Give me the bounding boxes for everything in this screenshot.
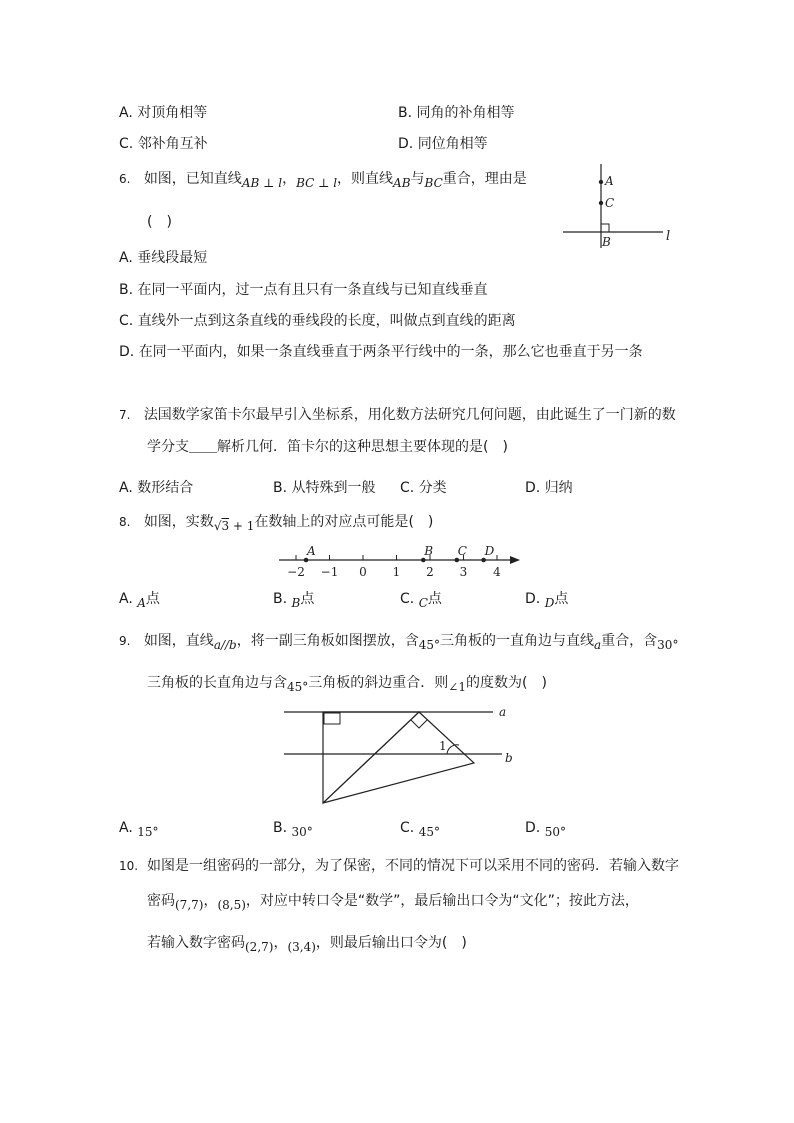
q7-option-c: C. 分类 — [400, 480, 447, 496]
q6-perpendicular-figure — [555, 158, 680, 253]
question-number: 6. — [119, 172, 131, 186]
q8-option-c: C. C点 — [400, 591, 442, 610]
label-c: C — [605, 196, 615, 210]
q9-stem-line2: 三角板的长直角边与含45°三角板的斜边重合．则∠1的度数为( ) — [147, 675, 547, 694]
q5-option-b: B. 同角的补角相等 — [398, 105, 515, 121]
tick-label: −1 — [320, 565, 339, 578]
q6-option-d: D. 在同一平面内，如果一条直线垂直于两条平行线中的一条，那么它也垂直于另一条 — [119, 344, 643, 360]
label-b: B — [602, 235, 611, 249]
q7-option-a: A. 数形结合 — [119, 480, 194, 496]
sqrt-expression: √3 + 1 — [213, 519, 255, 533]
triangle-30 — [323, 712, 474, 803]
point-a-dot — [599, 180, 603, 184]
label-angle-1: 1 — [439, 739, 447, 753]
point-b-dot — [421, 558, 426, 563]
q5-option-d: D. 同位角相等 — [398, 136, 488, 152]
point-c-dot — [599, 201, 603, 205]
point-b-label: B — [424, 544, 434, 558]
q9-option-c: C. 45° — [400, 820, 440, 839]
point-a-label: A — [307, 544, 316, 558]
point-d-dot — [481, 558, 486, 563]
q5-option-c: C. 邻补角互补 — [119, 136, 208, 152]
question-number: 10. — [119, 859, 139, 873]
tick-label: 2 — [426, 565, 434, 578]
point-c-dot — [455, 558, 460, 563]
q10-stem-line2: 密码(7,7)，(8,5)，对应中转口令是“数学”，最后输出口令为“文化”；按此方法， — [147, 893, 639, 912]
q7-stem-line2: 学分支＿＿解析几何．笛卡尔的这种思想主要体现的是( ) — [147, 439, 508, 455]
tick-label: −2 — [287, 565, 305, 578]
label-l: l — [666, 229, 671, 244]
q8-stem: 8. 如图，实数√3 + 1在数轴上的对应点可能是( ) — [119, 514, 434, 533]
label-a: a — [499, 705, 507, 719]
q8-option-a: A. A点 — [119, 591, 160, 610]
point-a-dot — [304, 558, 309, 563]
q9-option-a: A. 15° — [119, 820, 159, 839]
right-angle-mark — [324, 713, 340, 724]
question-number: 9. — [119, 634, 131, 648]
arrow-right-icon — [510, 556, 520, 564]
q9-stem-line1: 9. 如图，直线a//b，将一副三角板如图摆放，含45°三角板的一直角边与直线a重合，含30° — [119, 633, 679, 652]
right-angle-mark — [601, 224, 609, 232]
right-angle-mark — [411, 720, 427, 728]
point-c-label: C — [457, 544, 467, 558]
tick-label: 1 — [392, 565, 401, 578]
q6-option-b: B. 在同一平面内，过一点有且只有一条直线与已知直线垂直 — [119, 282, 488, 298]
tick-label: 0 — [359, 565, 367, 578]
q10-stem-line1: 10. 如图是一组密码的一部分，为了保密，不同的情况下可以采用不同的密码．若输入数字 — [119, 858, 679, 874]
q10-stem-line3: 若输入数字密码(2,7)，(3,4)，则最后输出口令为( ) — [147, 935, 467, 954]
q5-option-a: A. 对顶角相等 — [119, 105, 208, 121]
q9-option-b: B. 30° — [273, 820, 313, 839]
point-d-label: D — [484, 544, 495, 558]
q7-stem-line1: 7. 法国数学家笛卡尔最早引入坐标系，用化数方法研究几何问题，由此诞生了一门新的数 — [119, 407, 676, 423]
question-number: 8. — [119, 515, 131, 529]
q6-stem: 6. 如图，已知直线AB ⊥ l，BC ⊥ l，则直线AB与BC重合，理由是 — [119, 171, 527, 190]
q8-option-b: B. B点 — [273, 591, 315, 610]
q9-option-d: D. 50° — [525, 820, 566, 839]
tick-label: 3 — [459, 565, 468, 578]
label-a: A — [605, 174, 614, 188]
q8-number-line — [276, 542, 526, 578]
q6-option-c: C. 直线外一点到这条直线的垂线段的长度，叫做点到直线的距离 — [119, 313, 516, 329]
q7-option-b: B. 从特殊到一般 — [273, 480, 376, 496]
label-b: b — [505, 751, 513, 765]
tick-label: 4 — [493, 565, 501, 578]
q6-option-a: A. 垂线段最短 — [119, 250, 208, 266]
angle-1-arc — [447, 745, 459, 754]
q8-option-d: D. D点 — [525, 591, 569, 610]
q6-answer-paren: ( ) — [147, 214, 172, 230]
q7-option-d: D. 归纳 — [525, 480, 573, 496]
q9-triangle-figure — [278, 700, 523, 810]
question-number: 7. — [119, 408, 131, 422]
